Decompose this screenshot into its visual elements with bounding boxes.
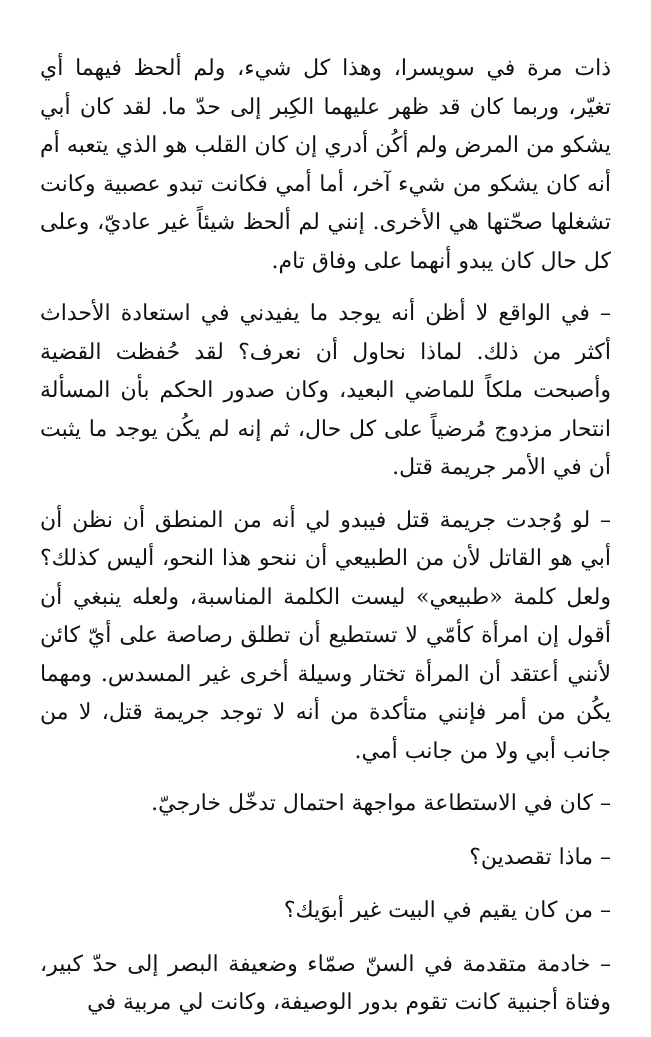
book-page xyxy=(40,50,611,1037)
paragraph-5: – ماذا تقصدين؟ xyxy=(469,844,611,870)
paragraph-2: – في الواقع لا أظن أنه يوجد ما يفيدني في استعادة الأحداث أكثر من ذلك. لماذا نحاول أن نعرف؟ لقد حُفظت القضية وأصبحت ملكاً للماضي البعيد، وكان صدور الحكم بأن المسألة انتحار مزدوج مُرضياً على كل حال، ثم إنه لم يكُن يوجد ما يثبت أن في الأمر جريمة قتل. xyxy=(40,301,611,480)
paragraph-4: – كان في الاستطاعة مواجهة احتمال تدخّل خارجيّ. xyxy=(151,791,611,816)
paragraph-6: – من كان يقيم في البيت غير أبوَيك؟ xyxy=(283,898,611,923)
paragraph-1: ذات مرة في سويسرا، وهذا كل شيء، ولم ألحظ فيهما أي تغيّر، وربما كان قد ظهر عليهما الكِبر إلى حدّ ما. لقد كان أبي يشكو من المرض ولم أكُن أدري إن كان القلب هو الذي يتعبه أم أنه كان يشكو من شيء آخر، أما أمي فكانت تبدو عصبية وكانت تشغلها صحّتها هي الأخرى. إنني لم ألحظ شيئاً غير عاديّ، وعلى كل حال كان يبدو أنهما على وفاق تام. xyxy=(40,56,611,274)
paragraph-3: – لو وُجدت جريمة قتل فيبدو لي أنه من المنطق أن نظن أن أبي هو القاتل لأن من الطبيعي أن ننحو هذا النحو، أليس كذلك؟ ولعل كلمة «طبيعي» ليست الكلمة المناسبة، ولعله ينبغي أن أقول إن امرأة كأمّي لا تستطيع أن تطلق رصاصة على أيّ كائن لأنني أعتقد أن المرأة تختار وسيلة أخرى غير المسدس. ومهما يكُن من أمر فإنني متأكدة من أنه لا توجد جريمة قتل، لا من جانب أبي ولا من جانب أمي. xyxy=(40,507,611,764)
paragraph-7: – خادمة متقدمة في السنّ صمّاء وضعيفة البصر إلى حدّ كبير، وفتاة أجنبية كانت تقوم بدور الوصيفة، وكانت لي مربية في xyxy=(40,951,611,1015)
